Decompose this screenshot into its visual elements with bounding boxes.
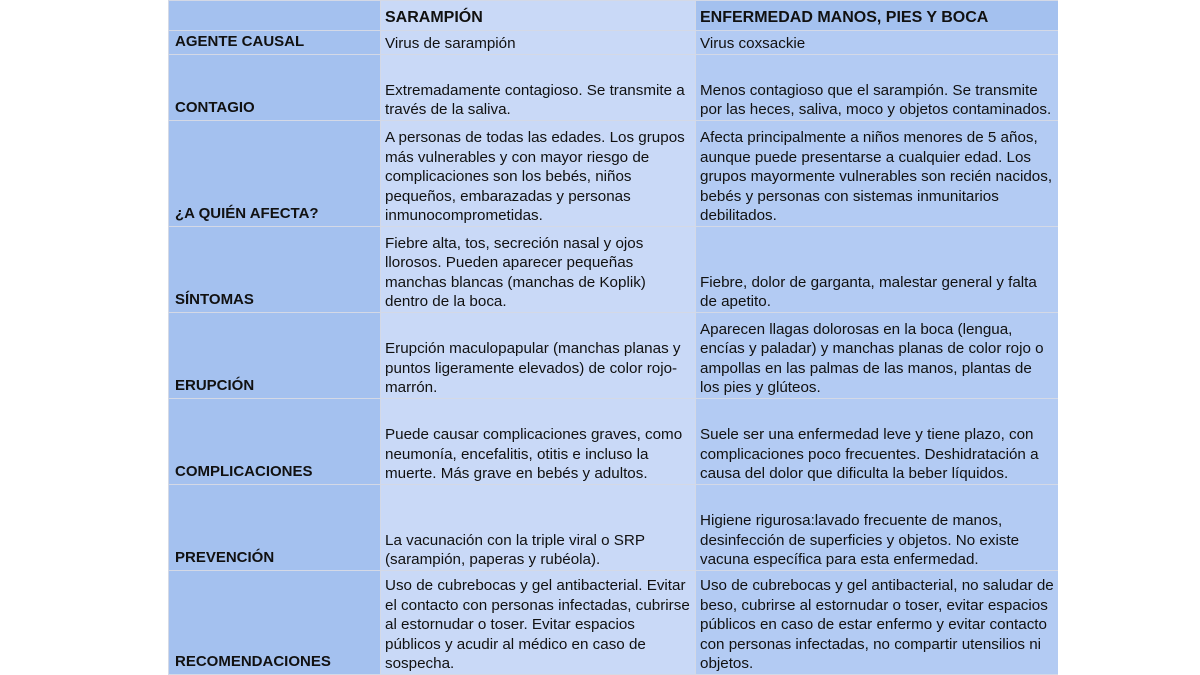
cell-mano-pie-boca: Fiebre, dolor de garganta, malestar general y falta de apetito.	[696, 227, 1059, 313]
table-header-row	[169, 1, 1059, 31]
cell-mano-pie-boca: Virus coxsackie	[696, 31, 1059, 55]
table-row	[169, 485, 1059, 571]
header-sarampion: SARAMPIÓN	[381, 1, 696, 31]
cell-mano-pie-boca: Higiene rigurosa:lavado frecuente de manos, desinfección de superficies y objetos. No existe vacuna específica para esta enfermedad.	[696, 485, 1059, 571]
comparison-table	[168, 0, 1058, 675]
table-row	[169, 399, 1059, 485]
cell-mano-pie-boca: Menos contagioso que el sarampión. Se transmite por las heces, saliva, moco y objetos contaminados.	[696, 55, 1059, 121]
cell-sarampion: Virus de sarampión	[381, 31, 696, 55]
row-label: CONTAGIO	[169, 55, 381, 121]
table-row	[169, 571, 1059, 675]
row-label: ¿A QUIÉN AFECTA?	[169, 121, 381, 227]
cell-sarampion: La vacunación con la triple viral o SRP (sarampión, paperas y rubéola).	[381, 485, 696, 571]
row-label: AGENTE CAUSAL	[169, 31, 381, 55]
table-row	[169, 31, 1059, 55]
table-row	[169, 55, 1059, 121]
comparison-table-container	[168, 0, 1058, 675]
table-row	[169, 121, 1059, 227]
cell-mano-pie-boca: Suele ser una enfermedad leve y tiene plazo, con complicaciones poco frecuentes. Deshidratación a causa del dolor que dificulta la beber líquidos.	[696, 399, 1059, 485]
table-row	[169, 227, 1059, 313]
cell-sarampion: Fiebre alta, tos, secreción nasal y ojos llorosos. Pueden aparecer pequeñas manchas blancas (manchas de Koplik) dentro de la boca.	[381, 227, 696, 313]
cell-sarampion: Extremadamente contagioso. Se transmite a través de la saliva.	[381, 55, 696, 121]
cell-mano-pie-boca: Uso de cubrebocas y gel antibacterial, no saludar de beso, cubrirse al estornudar o toser, evitar espacios públicos en caso de estar enfermo y evitar contacto con personas infectadas, no compartir utensilios ni objetos.	[696, 571, 1059, 675]
table-row	[169, 313, 1059, 399]
cell-sarampion: Erupción maculopapular (manchas planas y puntos ligeramente elevados) de color rojo-marrón.	[381, 313, 696, 399]
cell-sarampion: Puede causar complicaciones graves, como neumonía, encefalitis, otitis e incluso la muerte. Más grave en bebés y adultos.	[381, 399, 696, 485]
cell-sarampion: Uso de cubrebocas y gel antibacterial. Evitar el contacto con personas infectadas, cubrirse al estornudar o toser. Evitar espacios públicos y acudir al médico en caso de sospecha.	[381, 571, 696, 675]
row-label: PREVENCIÓN	[169, 485, 381, 571]
cell-mano-pie-boca: Afecta principalmente a niños menores de 5 años, aunque puede presentarse a cualquier edad. Los grupos mayormente vulnerables son recién nacidos, bebés y personas con sistemas inmunitarios debilitados.	[696, 121, 1059, 227]
header-corner-cell	[169, 1, 381, 31]
header-mano-pie-boca: ENFERMEDAD MANOS, PIES Y BOCA	[696, 1, 1059, 31]
row-label: RECOMENDACIONES	[169, 571, 381, 675]
row-label: COMPLICACIONES	[169, 399, 381, 485]
row-label: SÍNTOMAS	[169, 227, 381, 313]
cell-sarampion: A personas de todas las edades. Los grupos más vulnerables y con mayor riesgo de complicaciones son los bebés, niños pequeños, embarazadas y personas inmunocomprometidas.	[381, 121, 696, 227]
cell-mano-pie-boca: Aparecen llagas dolorosas en la boca (lengua, encías y paladar) y manchas planas de color rojo o ampollas en las palmas de las manos, plantas de los pies y glúteos.	[696, 313, 1059, 399]
row-label: ERUPCIÓN	[169, 313, 381, 399]
